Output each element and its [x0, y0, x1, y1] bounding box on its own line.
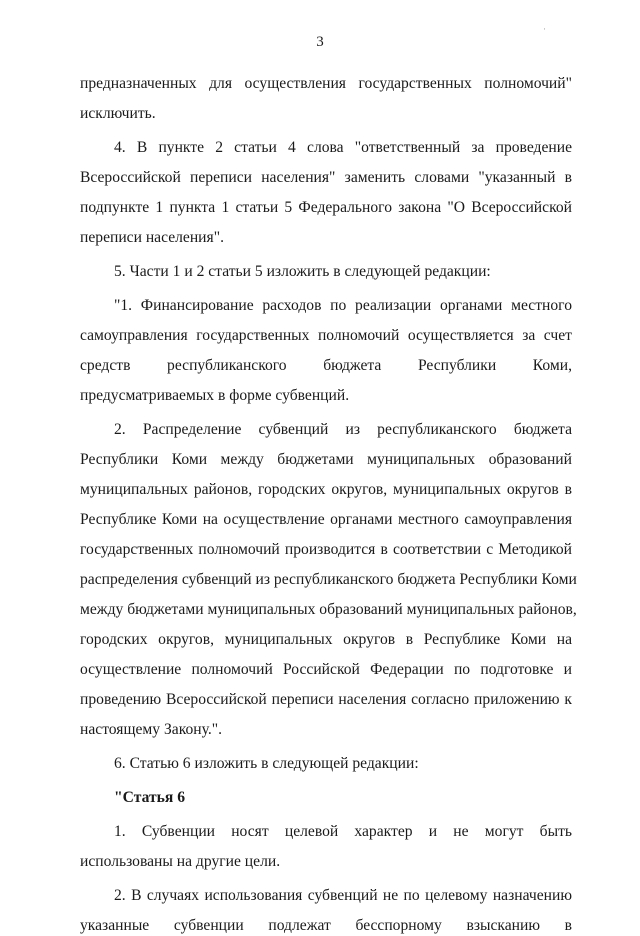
text-line: указанные субвенции подлежат бесспорному взысканию в [80, 917, 572, 934]
text-line: самоуправления государственных полномочий осуществляется за счет [80, 327, 572, 344]
text-line: 2. В случаях использования субвенций не по целевому назначению [114, 887, 572, 904]
text-line: Всероссийской переписи населения" заменить словами "указанный в [80, 169, 572, 186]
text-line: 6. Статью 6 изложить в следующей редакции: [114, 755, 419, 772]
text-line: осуществление полномочий Российской Федерации по подготовке и [80, 661, 572, 678]
text-line: проведению Всероссийской переписи населения согласно приложению к [80, 691, 572, 708]
text-line: Республике Коми на осуществление органами местного самоуправления [80, 511, 572, 528]
text-line: "1. Финансирование расходов по реализации органами местного [114, 297, 572, 314]
text-line: средств республиканского бюджета Республики Коми, [80, 357, 572, 374]
text-line: 2. Распределение субвенций из республиканского бюджета [114, 421, 572, 438]
text-line: государственных полномочий производится в соответствии с Методикой [80, 541, 572, 558]
text-line: 4. В пункте 2 статьи 4 слова "ответственный за проведение [114, 139, 572, 156]
text-line: городских округов, муниципальных округов в Республике Коми на [80, 631, 572, 648]
text-line: между бюджетами муниципальных образований муниципальных районов, [80, 601, 577, 618]
page-number: 3 [316, 34, 324, 50]
text-line: предусматриваемых в форме субвенций. [80, 387, 350, 404]
text-line: распределения субвенций из республиканского бюджета Республики Коми [80, 571, 577, 588]
text-line: переписи населения". [80, 229, 224, 246]
text-line: исключить. [80, 105, 156, 122]
text-line: подпункте 1 пункта 1 статьи 5 Федерального закона "О Всероссийской [80, 199, 572, 216]
text-line: Республики Коми между бюджетами муниципальных образований [80, 451, 572, 468]
scan-mark: · [543, 24, 546, 34]
article-heading: "Статья 6 [114, 789, 185, 806]
text-line: 5. Части 1 и 2 статьи 5 изложить в следующей редакции: [114, 263, 491, 280]
text-line: муниципальных районов, городских округов, муниципальных округов в [80, 481, 572, 498]
text-line: предназначенных для осуществления государственных полномочий" [80, 75, 572, 92]
text-line: использованы на другие цели. [80, 853, 281, 870]
text-line: настоящему Закону.". [80, 721, 223, 738]
text-line: 1. Субвенции носят целевой характер и не могут быть [114, 823, 572, 840]
